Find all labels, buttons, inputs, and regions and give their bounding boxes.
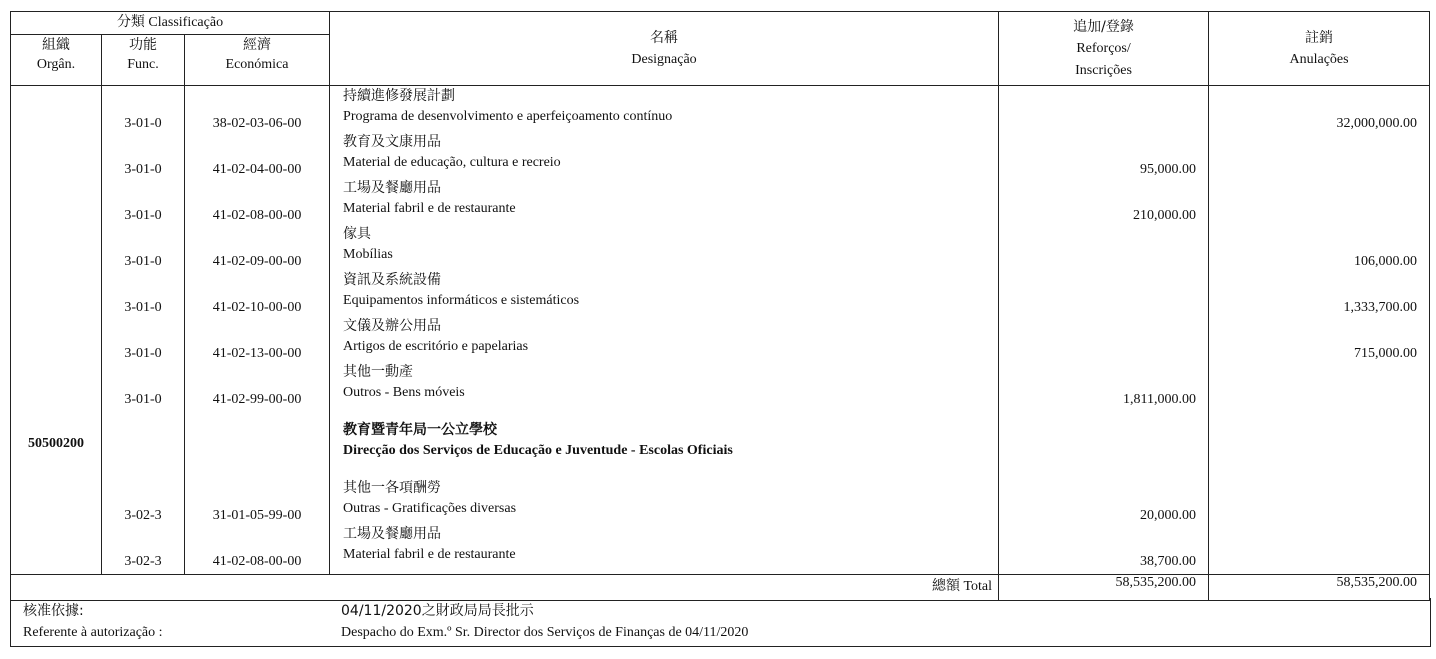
section-heading: 教育暨青年局一公立學校 Direcção dos Serviços de Educação e Juventude - Escolas Oficiais	[343, 422, 733, 458]
organ-code: 50500200	[28, 436, 84, 451]
anulacoes-header: 註銷 Anulações	[1209, 12, 1430, 86]
econ-code: 38-02-03-06-00	[212, 116, 302, 131]
anulacoes-column	[1209, 86, 1430, 575]
designation-item: 其他一動產 Outros - Bens móveis	[343, 364, 465, 400]
classification-header: 分類 Classificação	[11, 12, 330, 35]
designation-item: 工場及餐廳用品 Material fabril e de restaurante	[343, 526, 516, 562]
econ-code: 41-02-13-00-00	[212, 346, 302, 361]
reforco-amount: 20,000.00	[1140, 508, 1197, 523]
func-code: 3-01-0	[124, 116, 162, 131]
designation-item: 傢具 Mobílias	[343, 226, 393, 262]
designation-item: 持續進修發展計劃 Programa de desenvolvimento e aperfeiçoamento contínuo	[343, 88, 673, 124]
reforcos-header: 追加/登錄 Reforços/ Inscrições	[999, 12, 1209, 86]
reforcos-column	[999, 86, 1209, 575]
designation-item: 教育及文康用品 Material de educação, cultura e recreio	[343, 134, 561, 170]
econ-code: 41-02-08-00-00	[212, 208, 302, 223]
designation-item: 工場及餐廳用品 Material fabril e de restaurante	[343, 180, 516, 216]
organ-header: 組織 Orgân.	[11, 35, 102, 86]
func-code: 3-02-3	[124, 508, 162, 523]
reforco-amount: 95,000.00	[1140, 162, 1197, 177]
budget-table-frame	[10, 11, 1429, 647]
func-code: 3-01-0	[124, 346, 162, 361]
organ-column	[11, 86, 102, 575]
func-code: 3-01-0	[124, 254, 162, 269]
reforco-amount: 1,811,000.00	[1123, 392, 1197, 407]
anulacao-amount: 715,000.00	[1354, 346, 1418, 361]
econ-code: 41-02-08-00-00	[212, 554, 302, 569]
func-column	[102, 86, 185, 575]
func-code: 3-02-3	[124, 554, 162, 569]
total-reforcos: 58,535,200.00	[999, 575, 1209, 601]
econ-code: 41-02-99-00-00	[212, 392, 302, 407]
anulacao-amount: 106,000.00	[1354, 254, 1418, 269]
func-code: 3-01-0	[124, 162, 162, 177]
func-code: 3-01-0	[124, 392, 162, 407]
econ-header: 經濟 Económica	[185, 35, 330, 86]
econ-code: 41-02-10-00-00	[212, 300, 302, 315]
designation-item: 資訊及系統設備 Equipamentos informáticos e sistemáticos	[343, 272, 580, 308]
designation-header: 名稱 Designação	[330, 12, 999, 86]
designation-item: 其他一各項酬勞 Outras - Gratificações diversas	[343, 480, 517, 516]
designation-column	[330, 86, 999, 575]
authorization-label: 核准依據: Referente à autorização :	[23, 603, 163, 640]
total-label: 總額 Total	[11, 575, 999, 601]
anulacao-amount: 32,000,000.00	[1336, 116, 1418, 131]
func-header: 功能 Func.	[102, 35, 185, 86]
econ-code: 41-02-09-00-00	[212, 254, 302, 269]
econ-code: 41-02-04-00-00	[212, 162, 302, 177]
total-anulacoes: 58,535,200.00	[1209, 575, 1430, 601]
designation-item: 文儀及辦公用品 Artigos de escritório e papelarias	[343, 318, 529, 354]
budget-table	[10, 11, 1430, 601]
anulacao-amount: 1,333,700.00	[1343, 300, 1418, 315]
func-code: 3-01-0	[124, 208, 162, 223]
authorization-value: 04/11/2020之財政局局長批示 Despacho do Exm.º Sr. Director dos Serviços de Finanças de 04/11/2020	[341, 603, 749, 640]
authorization-footer	[10, 598, 1431, 647]
reforco-amount: 210,000.00	[1133, 208, 1197, 223]
func-code: 3-01-0	[124, 300, 162, 315]
econ-code: 31-01-05-99-00	[212, 508, 302, 523]
reforco-amount: 38,700.00	[1140, 554, 1197, 569]
econ-column	[185, 86, 330, 575]
